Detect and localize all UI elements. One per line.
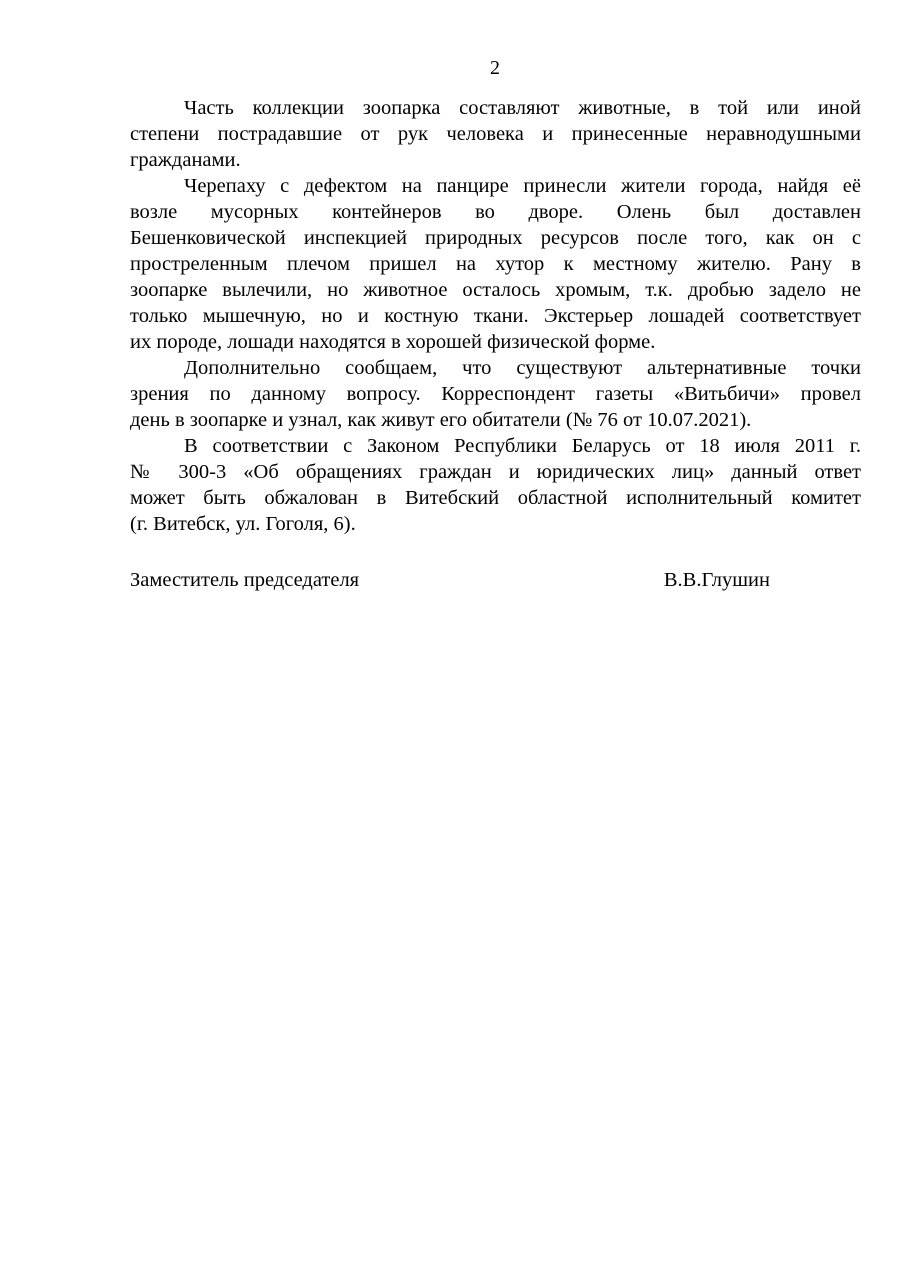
paragraph bbox=[130, 433, 861, 537]
text-line: только мышечную, но и костную ткани. Экстерьер лошадей соответствует bbox=[130, 305, 861, 327]
text-line: Часть коллекции зоопарка составляют животные, в той или иной bbox=[184, 97, 861, 119]
paragraph bbox=[130, 173, 861, 355]
document-body bbox=[130, 95, 861, 537]
signatory-position: Заместитель председателя bbox=[130, 569, 360, 591]
text-line: Дополнительно сообщаем, что существуют альтернативные точки bbox=[184, 357, 861, 379]
text-line: зрения по данному вопросу. Корреспондент газеты «Витьбичи» провел bbox=[130, 383, 861, 405]
text-line: возле мусорных контейнеров во дворе. Олень был доставлен bbox=[130, 201, 861, 223]
text-line: (г. Витебск, ул. Гоголя, 6). bbox=[130, 513, 356, 535]
text-line: Черепаху с дефектом на панцире принесли жители города, найдя её bbox=[184, 175, 861, 197]
text-line: гражданами. bbox=[130, 149, 241, 171]
text-line: день в зоопарке и узнал, как живут его обитатели (№ 76 от 10.07.2021). bbox=[130, 409, 752, 431]
signature-block bbox=[130, 567, 770, 593]
text-line: степени пострадавшие от рук человека и принесенные неравнодушными bbox=[130, 123, 861, 145]
paragraph bbox=[130, 95, 861, 173]
text-line: зоопарке вылечили, но животное осталось хромым, т.к. дробью задело не bbox=[130, 279, 861, 301]
page-number: 2 bbox=[490, 57, 500, 79]
text-line: Бешенковической инспекцией природных ресурсов после того, как он с bbox=[130, 227, 861, 249]
text-line: их породе, лошади находятся в хорошей физической форме. bbox=[130, 331, 656, 353]
text-line: может быть обжалован в Витебский областной исполнительный комитет bbox=[130, 487, 861, 509]
signatory-name: В.В.Глушин bbox=[663, 569, 770, 591]
text-line: простреленным плечом пришел на хутор к местному жителю. Рану в bbox=[130, 253, 861, 275]
text-line: В соответствии с Законом Республики Беларусь от 18 июля 2011 г. bbox=[184, 435, 861, 457]
text-line: № 300-3 «Об обращениях граждан и юридических лиц» данный ответ bbox=[130, 461, 861, 483]
paragraph bbox=[130, 355, 861, 433]
